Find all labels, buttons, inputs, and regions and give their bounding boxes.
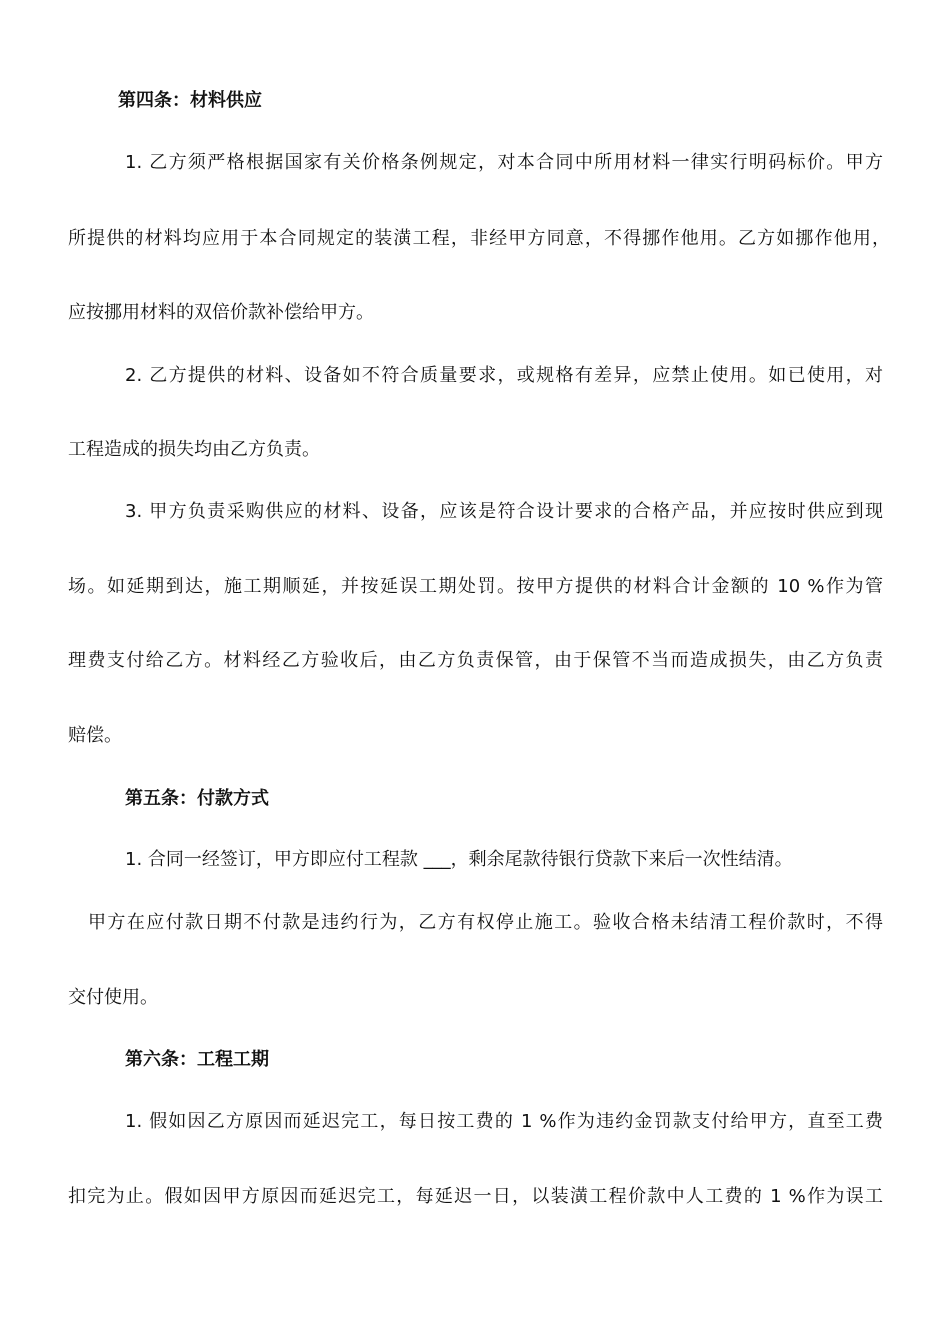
paragraph-line: 应按挪用材料的双倍价款补偿给甲方。 bbox=[68, 302, 374, 323]
section-heading-4: 第四条：材料供应 bbox=[118, 90, 262, 111]
section-heading-5: 第五条：付款方式 bbox=[125, 788, 269, 809]
paragraph-line: 场。如延期到达，施工期顺延，并按延误工期处罚。按甲方提供的材料合计金额的 10 %作为管 bbox=[68, 576, 883, 597]
paragraph-line: 工程造成的损失均由乙方负责。 bbox=[68, 439, 320, 460]
section-heading-6: 第六条：工程工期 bbox=[125, 1049, 269, 1070]
paragraph-line: 3. 甲方负责采购供应的材料、设备，应该是符合设计要求的合格产品，并应按时供应到现 bbox=[125, 501, 883, 522]
paragraph-line: 交付使用。 bbox=[68, 987, 158, 1008]
paragraph-line: 1. 乙方须严格根据国家有关价格条例规定，对本合同中所用材料一律实行明码标价。甲方 bbox=[125, 152, 883, 173]
paragraph-line: 赔偿。 bbox=[68, 725, 122, 746]
paragraph-line: 扣完为止。假如因甲方原因而延迟完工，每延迟一日，以装潢工程价款中人工费的 1 %作为误工 bbox=[68, 1186, 883, 1207]
paragraph-line: 2. 乙方提供的材料、设备如不符合质量要求，或规格有差异，应禁止使用。如已使用，对 bbox=[125, 365, 883, 386]
paragraph-line: 甲方在应付款日期不付款是违约行为，乙方有权停止施工。验收合格未结清工程价款时，不得 bbox=[88, 912, 883, 933]
paragraph-line: 1. 合同一经签订，甲方即应付工程款 ___，剩余尾款待银行贷款下来后一次性结清。 bbox=[125, 849, 793, 870]
paragraph-line: 所提供的材料均应用于本合同规定的装潢工程，非经甲方同意，不得挪作他用。乙方如挪作他用， bbox=[68, 228, 890, 249]
paragraph-line: 理费支付给乙方。材料经乙方验收后，由乙方负责保管，由于保管不当而造成损失，由乙方负责 bbox=[68, 650, 883, 671]
paragraph-line: 1. 假如因乙方原因而延迟完工，每日按工费的 1 %作为违约金罚款支付给甲方，直至工费 bbox=[125, 1111, 883, 1132]
